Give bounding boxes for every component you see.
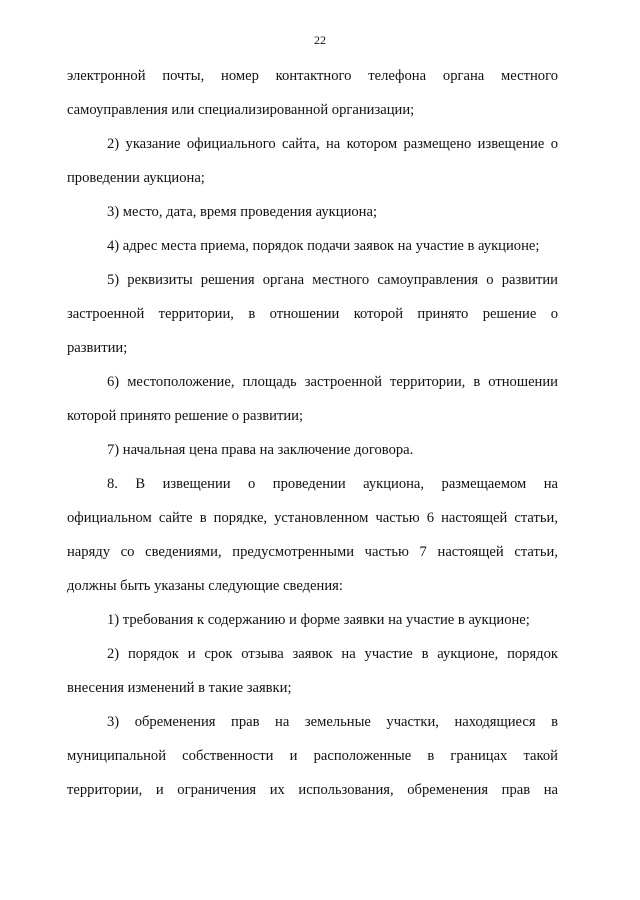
document-body [67,59,558,807]
text-line: территории, и ограничения их использования, обременения прав на [67,782,558,798]
text-line: электронной почты, номер контактного телефона органа местного [67,68,558,84]
text-line: 3) обременения прав на земельные участки, находящиеся в [107,714,558,730]
text-line: 8. В извещении о проведении аукциона, размещаемом на [107,476,558,492]
text-line: которой принято решение о развитии; [67,408,304,424]
page-number: 22 [314,33,326,47]
text-line: официальном сайте в порядке, установленном частью 6 настоящей статьи, [67,510,558,526]
text-line: самоуправления или специализированной организации; [67,102,415,118]
text-line: должны быть указаны следующие сведения: [67,578,343,594]
text-line: проведении аукциона; [67,170,205,186]
text-line: наряду со сведениями, предусмотренными частью 7 настоящей статьи, [67,544,558,560]
text-line: муниципальной собственности и расположенные в границах такой [67,748,558,764]
text-line: 4) адрес места приема, порядок подачи заявок на участие в аукционе; [107,238,540,254]
text-line: 6) местоположение, площадь застроенной территории, в отношении [107,374,558,390]
text-line: развитии; [67,340,128,356]
text-line: внесения изменений в такие заявки; [67,680,292,696]
text-line: застроенной территории, в отношении которой принято решение о [67,306,558,322]
text-line: 5) реквизиты решения органа местного самоуправления о развитии [107,272,558,288]
text-line: 1) требования к содержанию и форме заявки на участие в аукционе; [107,612,530,628]
text-line: 2) указание официального сайта, на котором размещено извещение о [107,136,558,152]
text-line: 3) место, дата, время проведения аукциона; [107,204,378,220]
text-line: 2) порядок и срок отзыва заявок на участие в аукционе, порядок [107,646,558,662]
text-line: 7) начальная цена права на заключение договора. [107,442,414,458]
